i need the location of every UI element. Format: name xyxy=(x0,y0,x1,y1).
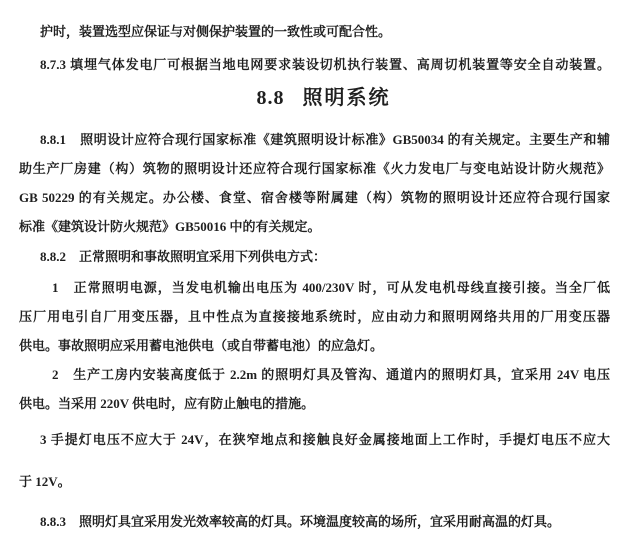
clause-8-8-2-item-1-line-3: 供电。事故照明应采用蓄电池供电（或自带蓄电池）的应急灯。 xyxy=(19,338,384,353)
clause-8-8-2-item-2-line-2: 供电。当采用 220V 供电时，应有防止触电的措施。 xyxy=(19,396,315,411)
continuation-paragraph-line: 护时，装置选型应保证与对侧保护装置的一致性或可配合性。 xyxy=(40,24,392,39)
clause-8-8-1-line-1: 8.8.1 照明设计应符合现行国家标准《建筑照明设计标准》GB50034 的有关规定。主要生产和辅 xyxy=(40,132,610,147)
clause-8-8-2-item-3-line-1: 3 手提灯电压不应大于 24V，在狭窄地点和接触良好金属接地面上工作时，手提灯电压不应大 xyxy=(40,432,610,447)
clause-8-8-1-line-3: GB 50229 的有关规定。办公楼、食堂、宿舍楼等附属建（构）筑物的照明设计还应符合现行国家 xyxy=(19,190,610,205)
clause-8-8-1-line-2: 助生产厂房建（构）筑物的照明设计还应符合现行国家标准《火力发电厂与变电站设计防火规范》 xyxy=(19,161,610,176)
section-heading xyxy=(19,83,610,113)
clause-8-8-2-item-1-line-1: 1 正常照明电源，当发电机输出电压为 400/230V 时，可从发电机母线直接引接。当全厂低 xyxy=(52,280,611,295)
document-text-column xyxy=(19,0,610,534)
clause-8-8-2-item-2-line-1: 2 生产工房内安装高度低于 2.2m 的照明灯具及管沟、通道内的照明灯具，宜采用 24V 电压 xyxy=(52,367,610,382)
section-title: 照明系统 xyxy=(302,87,391,109)
section-number: 8.8 xyxy=(256,87,285,109)
clause-8-8-2-lead-line: 8.8.2 正常照明和事故照明宜采用下列供电方式： xyxy=(40,249,327,264)
clause-8-8-3-line: 8.8.3 照明灯具宜采用发光效率较高的灯具。环境温度较高的场所，宜采用耐高温的灯具。 xyxy=(40,514,561,529)
clause-8-8-2-item-1-line-2: 压厂用电引自厂用变压器，且中性点为直接接地系统时，应由动力和照明网络共用的厂用变压器 xyxy=(19,309,610,324)
clause-8-7-3-line: 8.7.3 填埋气体发电厂可根据当地电网要求装设切机执行装置、高周切机装置等安全自动装置。 xyxy=(40,57,610,72)
clause-8-8-2-item-3-line-2: 于 12V。 xyxy=(19,474,71,489)
clause-8-8-1-line-4: 标准《建筑设计防火规范》GB50016 中的有关规定。 xyxy=(19,219,321,234)
